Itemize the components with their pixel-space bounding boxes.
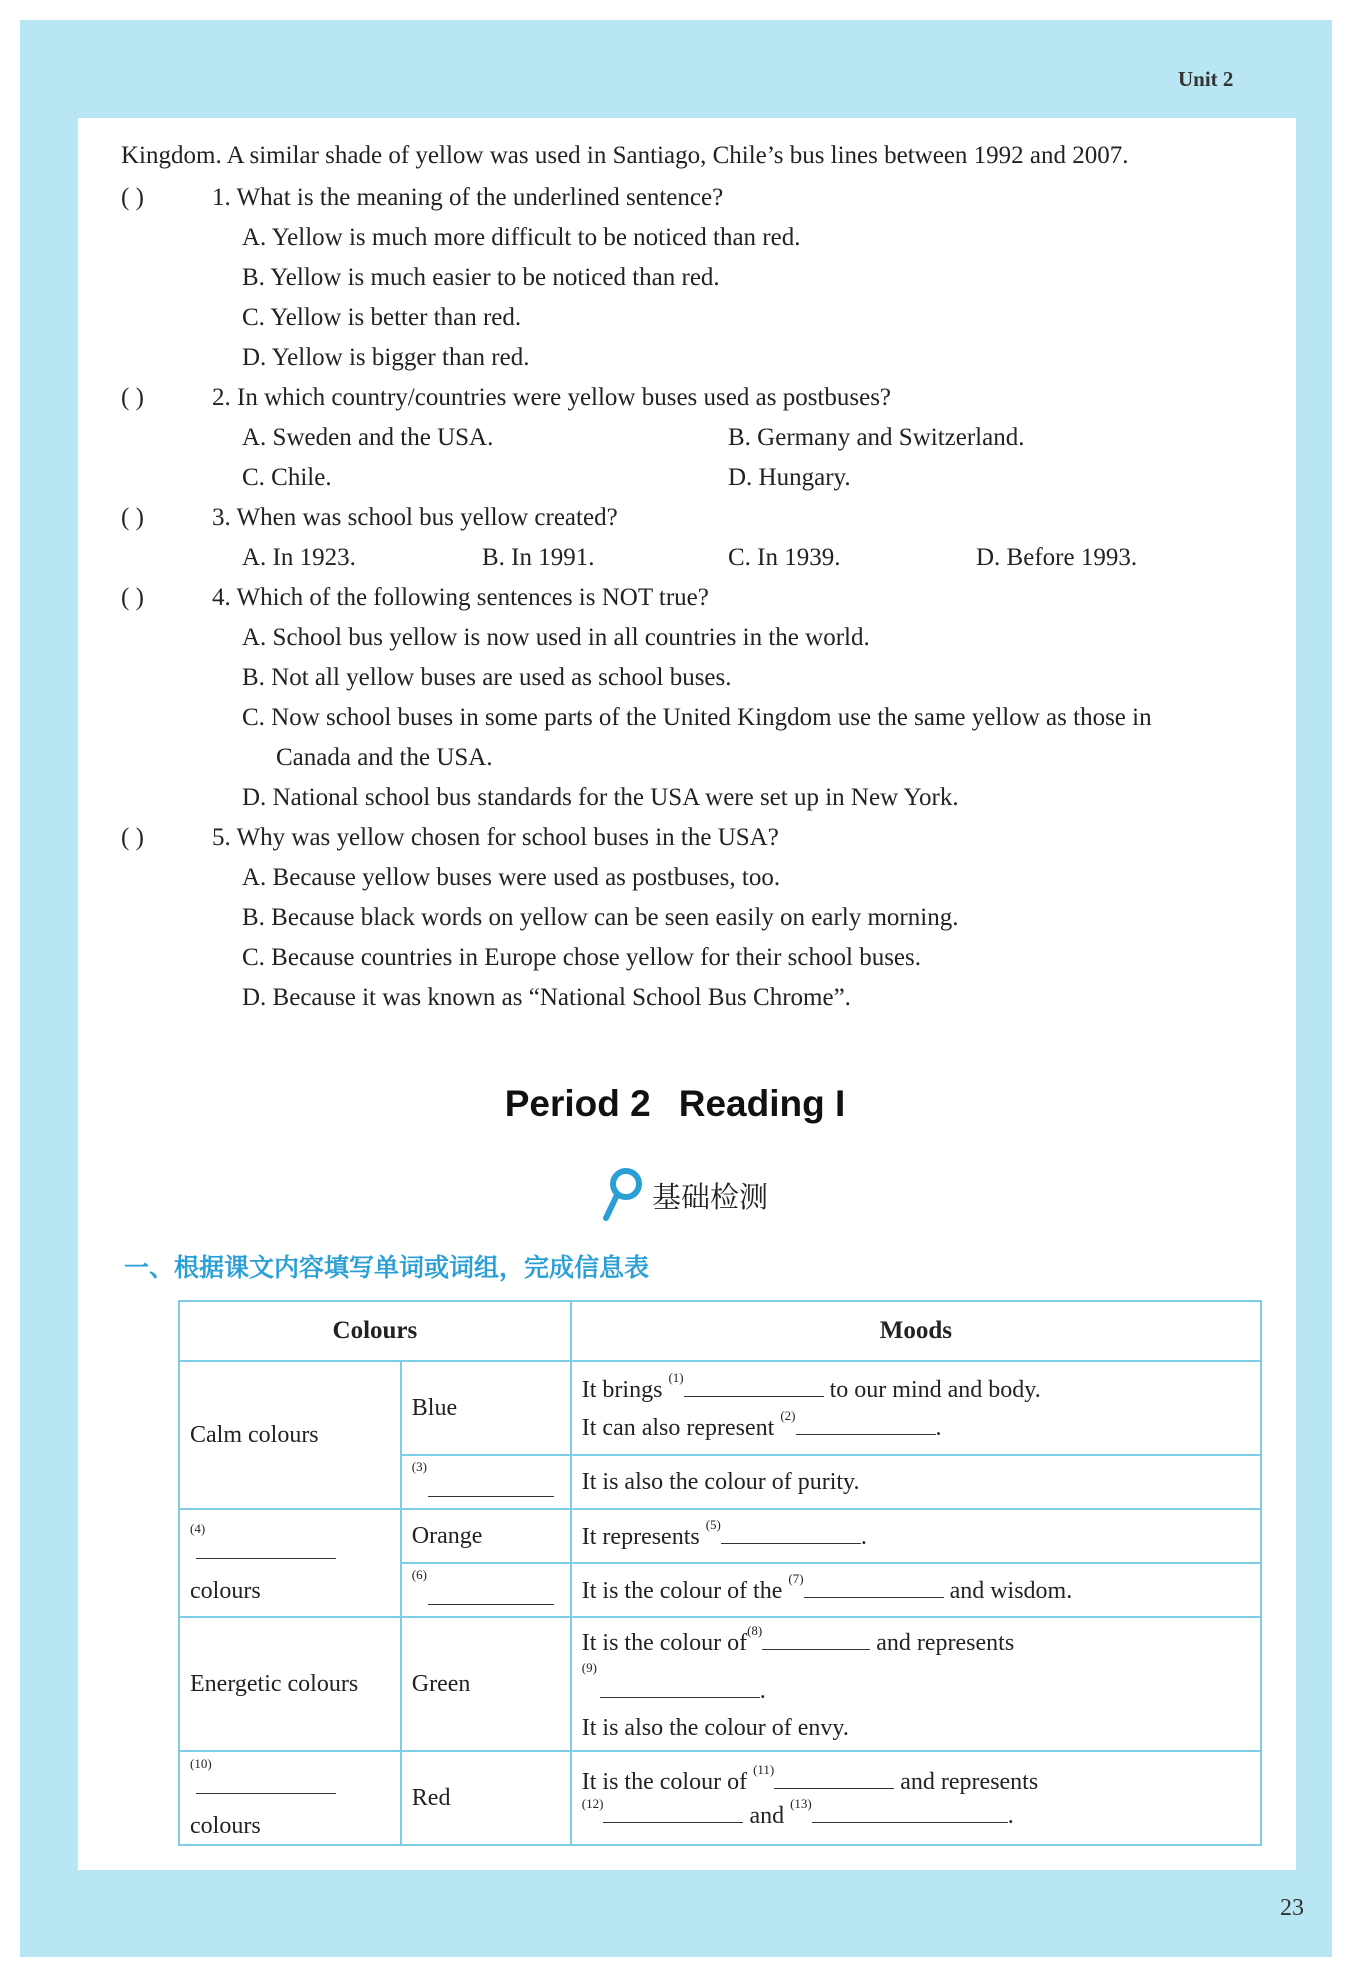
page-number: 23 <box>1280 1895 1304 1921</box>
blank-num-7: (7) <box>788 1571 804 1586</box>
orange-mood-text-1: It represents <box>581 1524 700 1550</box>
intro-line: Kingdom. A similar shade of yellow was used in Santiago, Chile’s bus lines between 1992 and 2007. <box>121 142 1129 169</box>
blank-9[interactable] <box>600 1675 760 1698</box>
red-and-text: and <box>749 1803 785 1829</box>
period-name: Reading I <box>678 1083 846 1124</box>
row6-mood-text-1: It is the colour of the <box>581 1578 783 1604</box>
blank-num-4: (4) <box>190 1520 206 1536</box>
answer-paren-5[interactable]: ( ) <box>121 824 144 851</box>
blank-5[interactable] <box>721 1521 861 1544</box>
blank-num-6: (6) <box>411 1567 427 1582</box>
q3-option-a: A. In 1923. <box>242 544 356 571</box>
red-mood-line-2 <box>581 1796 1250 1830</box>
q3-option-c: C. In 1939. <box>728 544 841 571</box>
row6-mood-text-2: and wisdom. <box>949 1578 1073 1604</box>
q5-option-a: A. Because yellow buses were used as postbuses, too. <box>242 864 781 891</box>
header-moods: Moods <box>571 1301 1261 1361</box>
colour-6-cell <box>401 1563 571 1617</box>
q5-option-b: B. Because black words on yellow can be seen easily on early morning. <box>242 904 959 931</box>
q4-option-c: C. Now school buses in some parts of the United Kingdom use the same yellow as those in <box>242 704 1152 731</box>
red-mood-text-2: and represents <box>900 1769 1039 1795</box>
q4-option-a: A. School bus yellow is now used in all countries in the world. <box>242 624 870 651</box>
q3-option-d: D. Before 1993. <box>976 544 1138 571</box>
blank-num-10: (10) <box>190 1755 212 1771</box>
period-label: Period 2 <box>504 1083 651 1124</box>
q1-option-d: D. Yellow is bigger than red. <box>242 344 530 371</box>
q1-option-b: B. Yellow is much easier to be noticed than red. <box>242 264 720 291</box>
calm-colours-cell: Calm colours <box>179 1361 401 1509</box>
info-table <box>178 1300 1262 1846</box>
blank-1[interactable] <box>684 1374 824 1397</box>
blank-num-2: (2) <box>780 1408 796 1423</box>
blank-num-12: (12) <box>581 1796 604 1811</box>
red-mood-cell <box>571 1751 1261 1845</box>
colour-3-cell <box>401 1455 571 1509</box>
blank-13[interactable] <box>812 1800 1008 1823</box>
header-colours: Colours <box>179 1301 571 1361</box>
blue-mood-text-1: It brings <box>581 1377 663 1403</box>
question-4-stem: 4. Which of the following sentences is NOT true? <box>212 584 709 611</box>
green-mood-line-1 <box>581 1622 1250 1657</box>
orange-cell: Orange <box>401 1509 571 1563</box>
blank-2[interactable] <box>796 1412 936 1435</box>
basics-heading <box>600 1166 768 1224</box>
q2-option-b: B. Germany and Switzerland. <box>728 424 1025 451</box>
q1-option-a: A. Yellow is much more difficult to be noticed than red. <box>242 224 801 251</box>
magnifier-icon <box>600 1166 644 1224</box>
blue-mood-line-2 <box>581 1408 1250 1442</box>
question-3-stem: 3. When was school bus yellow created? <box>212 504 618 531</box>
red-mood-text-1: It is the colour of <box>581 1769 748 1795</box>
blue-mood-text-3: It can also represent <box>581 1415 775 1441</box>
q1-option-c: C. Yellow is better than red. <box>242 304 522 331</box>
blank-num-8: (8) <box>747 1622 763 1638</box>
period-title <box>0 1083 1350 1125</box>
energetic-colours-cell: Energetic colours <box>179 1617 401 1751</box>
blank-12[interactable] <box>603 1800 743 1823</box>
green-mood-line-2 <box>582 1661 1250 1705</box>
q2-option-a: A. Sweden and the USA. <box>242 424 494 451</box>
blue-cell: Blue <box>401 1361 571 1455</box>
blank-num-9: (9) <box>581 1659 597 1675</box>
red-mood-line-1 <box>581 1762 1250 1796</box>
q5-option-d: D. Because it was known as “National School Bus Chrome”. <box>242 984 851 1011</box>
green-mood-line-3: It is also the colour of envy. <box>581 1714 849 1741</box>
orange-mood-cell <box>571 1509 1261 1563</box>
answer-paren-2[interactable]: ( ) <box>121 384 144 411</box>
colours-word-4: colours <box>190 1577 261 1604</box>
answer-paren-3[interactable]: ( ) <box>121 504 144 531</box>
green-mood-text-2: and represents <box>876 1629 1015 1656</box>
green-mood-text-1: It is the colour of <box>581 1629 748 1656</box>
answer-paren-1[interactable]: ( ) <box>121 184 144 211</box>
row6-mood-cell <box>571 1563 1261 1617</box>
blank-num-13: (13) <box>790 1796 812 1811</box>
q4-option-c-cont: Canada and the USA. <box>276 744 493 771</box>
blank-num-5: (5) <box>705 1517 721 1532</box>
blank-11[interactable] <box>774 1766 894 1789</box>
red-end-text: . <box>1007 1803 1014 1829</box>
colours-word-10: colours <box>190 1812 261 1839</box>
blank-num-3: (3) <box>411 1459 427 1474</box>
q4-option-d: D. National school bus standards for the USA were set up in New York. <box>242 784 959 811</box>
basics-title: 基础检测 <box>652 1179 769 1214</box>
green-mood-text-3: . <box>759 1677 766 1704</box>
blue-mood-line-1 <box>581 1370 1250 1404</box>
q2-option-c: C. Chile. <box>242 464 332 491</box>
section-heading: 一、根据课文内容填写单词或词组，完成信息表 <box>124 1253 650 1282</box>
blank-4[interactable] <box>196 1536 336 1559</box>
purity-cell: It is also the colour of purity. <box>571 1455 1261 1509</box>
q4-option-b: B. Not all yellow buses are used as school buses. <box>242 664 732 691</box>
blank-num-1: (1) <box>668 1370 684 1385</box>
blank-8[interactable] <box>762 1627 870 1650</box>
question-1-stem: 1. What is the meaning of the underlined sentence? <box>212 184 724 211</box>
blank-7[interactable] <box>804 1575 944 1598</box>
q2-option-d: D. Hungary. <box>728 464 851 491</box>
q5-option-c: C. Because countries in Europe chose yellow for their school buses. <box>242 944 921 971</box>
unit-label: Unit 2 <box>1178 67 1234 91</box>
question-2-stem: 2. In which country/countries were yellow buses used as postbuses? <box>212 384 892 411</box>
blank-10[interactable] <box>196 1771 336 1794</box>
green-cell: Green <box>401 1617 571 1751</box>
colour-group-10-cell <box>179 1751 401 1845</box>
blue-mood-text-2: to our mind and body. <box>829 1377 1041 1403</box>
red-cell: Red <box>401 1751 571 1845</box>
blue-mood-text-4: . <box>935 1415 942 1441</box>
blank-6[interactable] <box>428 1582 554 1605</box>
orange-mood-text-2: . <box>860 1524 867 1550</box>
blank-3[interactable] <box>428 1474 554 1497</box>
blank-num-11: (11) <box>753 1762 775 1777</box>
colour-group-4-cell <box>179 1509 401 1617</box>
q3-option-b: B. In 1991. <box>482 544 595 571</box>
question-5-stem: 5. Why was yellow chosen for school buses in the USA? <box>212 824 779 851</box>
answer-paren-4[interactable]: ( ) <box>121 584 144 611</box>
blue-mood-cell <box>571 1361 1261 1455</box>
green-mood-cell <box>571 1617 1261 1751</box>
